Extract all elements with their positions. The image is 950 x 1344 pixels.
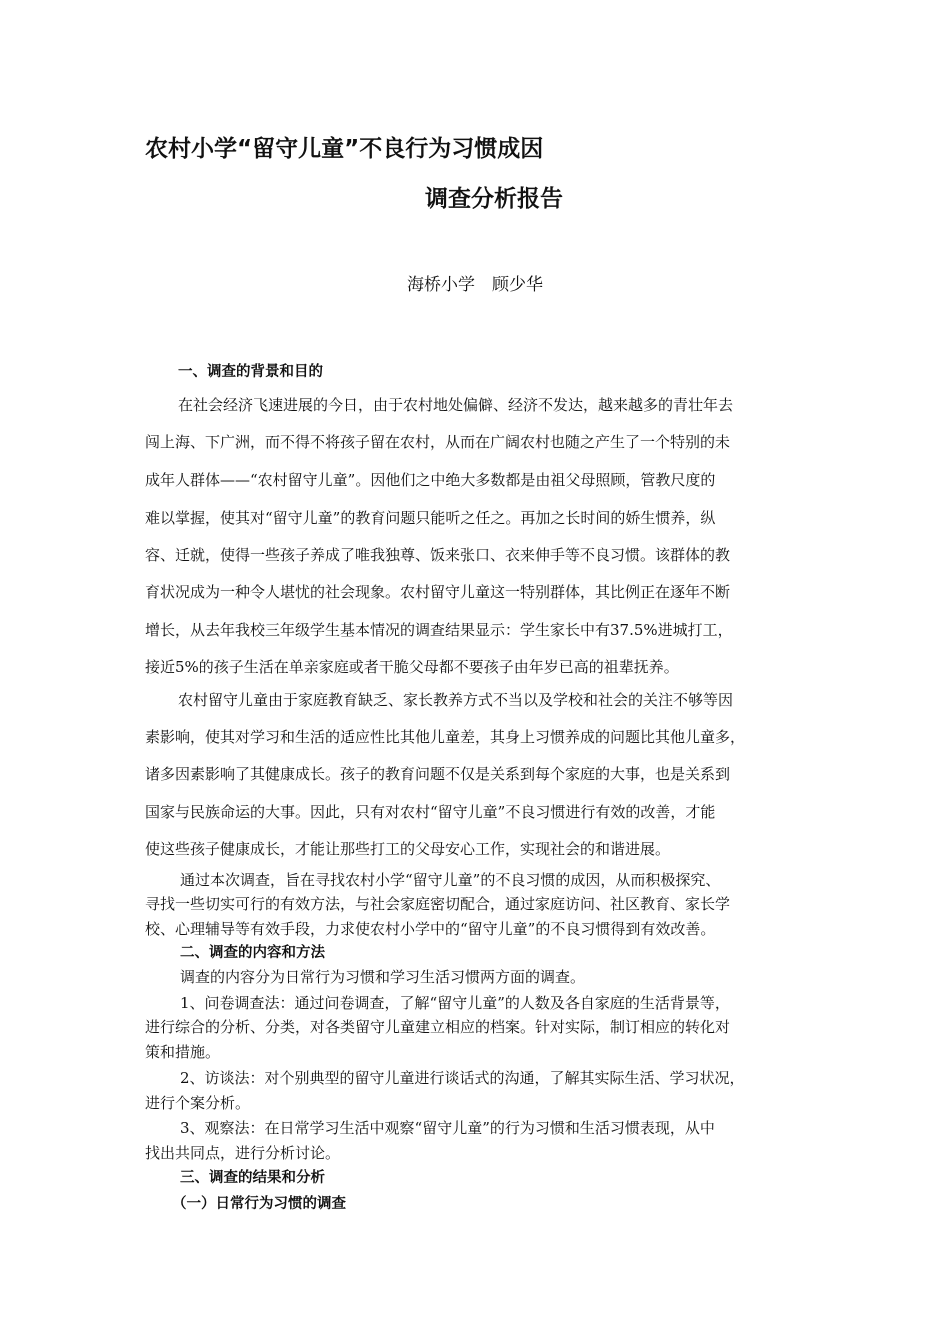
paragraph-line: 农村留守儿童由于家庭教育缺乏、家长教养方式不当以及学校和社会的关注不够等因 xyxy=(178,691,734,709)
paragraph-line: 3、观察法：在日常学习生活中观察“留守儿童”的行为习惯和生活习惯表现，从中 xyxy=(180,1119,715,1137)
paragraph-line: 使这些孩子健康成长，才能让那些打工的父母安心工作，实现社会的和谐进展。 xyxy=(145,840,671,858)
paragraph-line: 进行个案分析。 xyxy=(145,1094,251,1112)
paragraph-line: 进行综合的分析、分类，对各类留守儿童建立相应的档案。针对实际，制订相应的转化对 xyxy=(145,1018,731,1036)
paragraph-line: 容、迁就，使得一些孩子养成了唯我独尊、饭来张口、衣来伸手等不良习惯。该群体的教 xyxy=(145,546,731,564)
document-title-line-2: 调查分析报告 xyxy=(425,186,563,212)
subsection-heading: （一）日常行为习惯的调查 xyxy=(172,1196,346,1212)
document-author: 海桥小学 顾少华 xyxy=(407,275,543,295)
paragraph-line: 成年人群体——“农村留守儿童”。因他们之中绝大多数都是由祖父母照顾，管教尺度的 xyxy=(145,471,716,489)
document-title-line-1: 农村小学“留守儿童”不良行为习惯成因 xyxy=(145,136,544,162)
paragraph-line: 找出共同点，进行分析讨论。 xyxy=(145,1144,341,1162)
paragraph-line: 1、问卷调查法：通过问卷调查，了解“留守儿童”的人数及各自家庭的生活背景等， xyxy=(180,994,730,1012)
paragraph-line: 增长，从去年我校三年级学生基本情况的调查结果显示：学生家长中有37.5%进城打工， xyxy=(145,621,733,639)
paragraph-line: 通过本次调查，旨在寻找农村小学“留守儿童”的不良习惯的成因，从而积极探究、 xyxy=(180,871,721,889)
paragraph-line: 闯上海、下广洲，而不得不将孩子留在农村，从而在广阔农村也随之产生了一个特别的未 xyxy=(145,433,731,451)
paragraph-line: 在社会经济飞速进展的今日，由于农村地处偏僻、经济不发达，越来越多的青壮年去 xyxy=(178,396,734,414)
section-1-heading: 一、调查的背景和目的 xyxy=(178,364,323,380)
section-3-heading: 三、调查的结果和分析 xyxy=(180,1170,325,1186)
paragraph-line: 2、访谈法：对个别典型的留守儿童进行谈话式的沟通，了解其实际生活、学习状况， xyxy=(180,1069,745,1087)
paragraph-line: 育状况成为一种令人堪忧的社会现象。农村留守儿童这一特别群体，其比例正在逐年不断 xyxy=(145,583,731,601)
paragraph-line: 寻找一些切实可行的有效方法，与社会家庭密切配合，通过家庭访问、社区教育、家长学 xyxy=(145,895,731,913)
paragraph-line: 诸多因素影响了其健康成长。孩子的教育问题不仅是关系到每个家庭的大事，也是关系到 xyxy=(145,765,731,783)
paragraph-line: 难以掌握，使其对“留守儿童”的教育问题只能听之任之。再加之长时间的娇生惯养，纵 xyxy=(145,509,716,527)
section-2-heading: 二、调查的内容和方法 xyxy=(180,945,325,961)
paragraph-line: 国家与民族命运的大事。因此，只有对农村“留守儿童”不良习惯进行有效的改善，才能 xyxy=(145,803,716,821)
paragraph-line: 素影响，使其对学习和生活的适应性比其他儿童差，其身上习惯养成的问题比其他儿童多， xyxy=(145,728,746,746)
paragraph-line: 接近5%的孩子生活在单亲家庭或者干脆父母都不要孩子由年岁已高的祖辈抚养。 xyxy=(145,658,679,676)
paragraph-line: 调查的内容分为日常行为习惯和学习生活习惯两方面的调查。 xyxy=(180,968,586,986)
paragraph-line: 校、心理辅导等有效手段，力求使农村小学中的“留守儿童”的不良习惯得到有效改善。 xyxy=(145,920,716,938)
paragraph-line: 策和措施。 xyxy=(145,1043,221,1061)
